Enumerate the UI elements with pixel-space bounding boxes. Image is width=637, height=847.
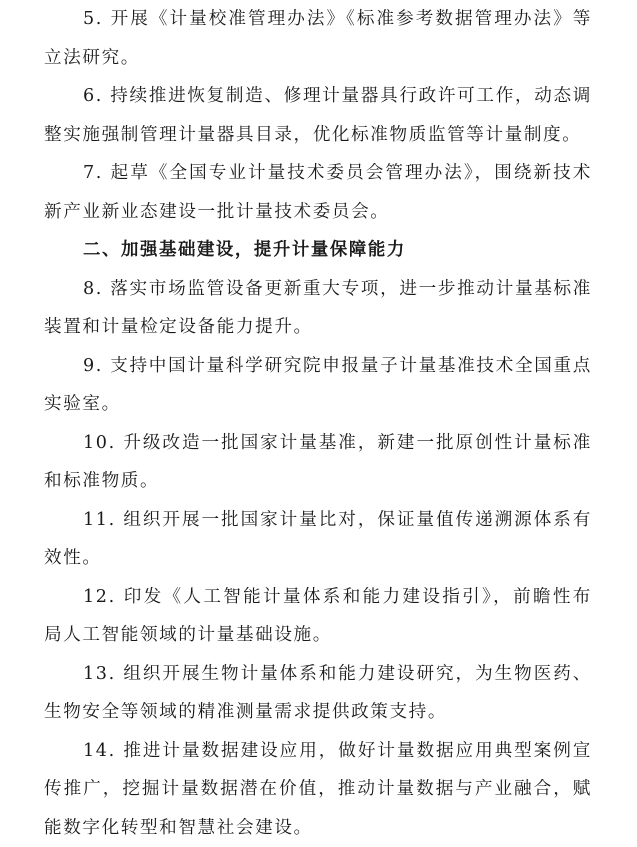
- section-heading: 二、加强基础建设，提升计量保障能力: [44, 231, 592, 270]
- paragraph-item-5: 5. 开展《计量校准管理办法》《标准参考数据管理办法》等立法研究。: [44, 0, 592, 77]
- paragraph-item-8: 8. 落实市场监管设备更新重大专项，进一步推动计量基标准装置和计量检定设备能力提升。: [44, 270, 592, 347]
- paragraph-item-11: 11. 组织开展一批国家计量比对，保证量值传递溯源体系有效性。: [44, 501, 592, 578]
- paragraph-item-12: 12. 印发《人工智能计量体系和能力建设指引》，前瞻性布局人工智能领域的计量基础设施。: [44, 578, 592, 655]
- paragraph-item-14: 14. 推进计量数据建设应用，做好计量数据应用典型案例宣传推广，挖掘计量数据潜在价值，推动计量数据与产业融合，赋能数字化转型和智慧社会建设。: [44, 732, 592, 847]
- paragraph-item-10: 10. 升级改造一批国家计量基准，新建一批原创性计量标准和标准物质。: [44, 424, 592, 501]
- paragraph-item-13: 13. 组织开展生物计量体系和能力建设研究，为生物医药、生物安全等领域的精准测量需求提供政策支持。: [44, 655, 592, 732]
- paragraph-item-6: 6. 持续推进恢复制造、修理计量器具行政许可工作，动态调整实施强制管理计量器具目录，优化标准物质监管等计量制度。: [44, 77, 592, 154]
- paragraph-item-9: 9. 支持中国计量科学研究院申报量子计量基准技术全国重点实验室。: [44, 347, 592, 424]
- document-page: [44, 0, 592, 847]
- paragraph-item-7: 7. 起草《全国专业计量技术委员会管理办法》，围绕新技术新产业新业态建设一批计量技术委员会。: [44, 154, 592, 231]
